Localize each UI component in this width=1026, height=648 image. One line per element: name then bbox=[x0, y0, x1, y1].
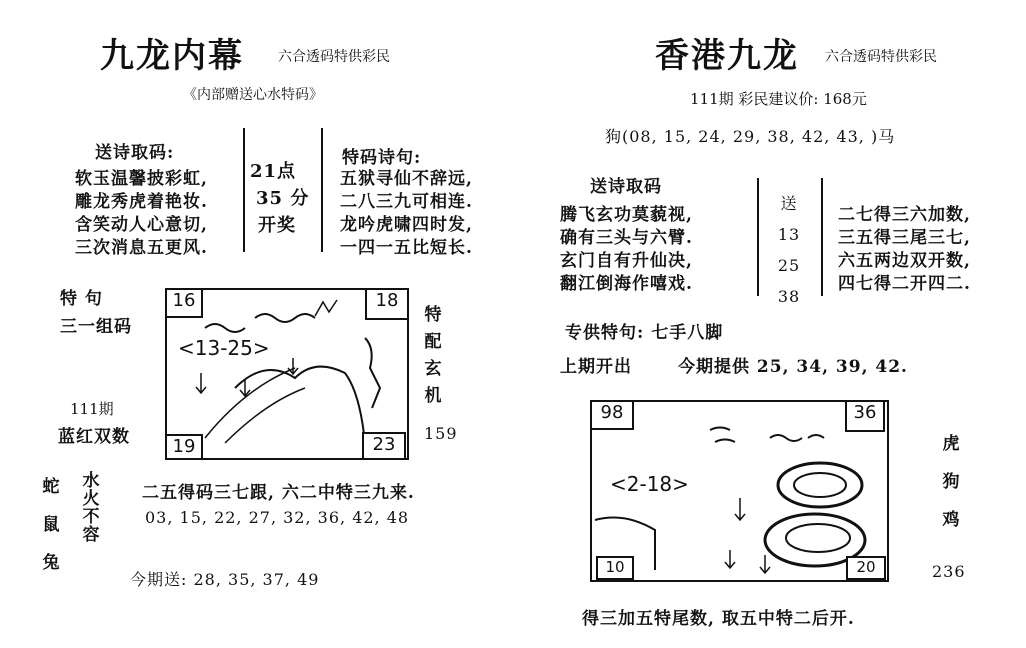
left-issue: 111期 bbox=[70, 400, 114, 418]
poem-line: 含笑动人心意切, bbox=[75, 215, 208, 235]
divider bbox=[243, 128, 245, 252]
corner-number: 16 bbox=[165, 288, 203, 318]
poem-line: 三五得三尾三七, bbox=[838, 228, 971, 248]
element-char: 水 bbox=[82, 471, 100, 491]
poem-line: 二八三九可相连. bbox=[340, 192, 473, 212]
poem-line: 一四一五比短长. bbox=[340, 238, 473, 258]
price-line: 111期 彩民建议价: 168元 bbox=[690, 90, 867, 108]
gift-cell: 25 bbox=[777, 256, 801, 275]
side-vertical bbox=[422, 302, 444, 410]
side-char: 机 bbox=[424, 386, 442, 406]
left-poem2-head: 特码诗句: bbox=[342, 148, 422, 168]
divider bbox=[757, 178, 759, 296]
corner-number: 19 bbox=[165, 434, 203, 460]
side-char: 玄 bbox=[424, 359, 442, 379]
left-side-number: 159 bbox=[424, 424, 458, 443]
zodiac-char: 虎 bbox=[942, 434, 960, 454]
draw-time-hour: 21点 bbox=[250, 161, 297, 182]
element-char: 不 bbox=[82, 507, 100, 527]
corner-number: 23 bbox=[362, 432, 406, 460]
gift-cell: 送 bbox=[780, 194, 798, 213]
poem-line: 腾飞玄功莫藐视, bbox=[560, 205, 693, 225]
right-title: 香港九龙 bbox=[655, 36, 799, 76]
gift-cell: 38 bbox=[777, 287, 801, 306]
corner-number: 98 bbox=[590, 400, 634, 430]
today-gift: 今期送: 28, 35, 37, 49 bbox=[130, 570, 320, 589]
zodiac-char: 鸡 bbox=[942, 510, 960, 530]
poem-line: 三次消息五更风. bbox=[75, 238, 208, 258]
right-pic-text: <2-18> bbox=[610, 472, 689, 496]
poem-line: 龙吟虎啸四时发, bbox=[340, 215, 473, 235]
zodiac-char: 兔 bbox=[42, 553, 60, 573]
right-poem-head: 送诗取码 bbox=[590, 177, 662, 197]
bottom-text: 得三加五特尾数, 取五中特二后开. bbox=[582, 609, 855, 629]
poem-line: 玄门自有升仙决, bbox=[560, 251, 693, 271]
zodiac-right bbox=[940, 425, 962, 539]
poem-line: 软玉温馨披彩虹, bbox=[75, 169, 208, 189]
left-poem bbox=[75, 168, 208, 260]
double-label: 蓝红双数 bbox=[58, 427, 130, 447]
left-poem2 bbox=[340, 168, 473, 260]
zodiac-char: 狗 bbox=[942, 472, 960, 492]
draw-time bbox=[250, 158, 309, 239]
numbers-line: 03, 15, 22, 27, 32, 36, 42, 48 bbox=[145, 508, 410, 527]
zodiac-left bbox=[40, 468, 62, 582]
poem-line: 确有三头与六臂. bbox=[560, 228, 693, 248]
draw-time-label: 开奖 bbox=[258, 215, 296, 236]
corner-number: 10 bbox=[596, 556, 634, 580]
left-subtitle: 六合透码特供彩民 bbox=[278, 49, 390, 65]
element-char: 火 bbox=[82, 489, 100, 509]
left-poem-head: 送诗取码: bbox=[95, 143, 175, 163]
cut-line: 狗(08, 15, 24, 29, 38, 42, 43, )马 bbox=[605, 127, 896, 146]
right-side-number: 236 bbox=[932, 562, 966, 581]
corner-number: 20 bbox=[846, 556, 886, 580]
rule-text: 二五得码三七跟, 六二中特三九来. bbox=[142, 483, 415, 503]
gift-cell: 13 bbox=[777, 225, 801, 244]
poem-line: 雕龙秀虎着艳妆. bbox=[75, 192, 208, 212]
right-poem2 bbox=[838, 204, 971, 296]
poem-line: 翻江倒海作嘻戏. bbox=[560, 274, 693, 294]
left-pic-text: <13-25> bbox=[178, 336, 270, 360]
elements bbox=[80, 472, 102, 544]
poem-line: 二七得三六加数, bbox=[838, 205, 971, 225]
gift-column bbox=[770, 188, 808, 312]
divider bbox=[821, 178, 823, 296]
last-issue: 上期开出 bbox=[560, 357, 632, 377]
poem-line: 五狱寻仙不辞远, bbox=[340, 169, 473, 189]
right-poem bbox=[560, 204, 693, 296]
poem-line: 六五两边双开数, bbox=[838, 251, 971, 271]
element-char: 容 bbox=[82, 525, 100, 545]
left-tagline: 《内部赠送心水特码》 bbox=[183, 87, 323, 103]
right-subtitle: 六合透码特供彩民 bbox=[825, 49, 937, 65]
left-title: 九龙内幕 bbox=[100, 36, 244, 76]
divider bbox=[321, 128, 323, 252]
this-issue: 今期提供 25, 34, 39, 42. bbox=[678, 357, 908, 377]
zodiac-char: 蛇 bbox=[42, 477, 60, 497]
special-label: 特 句 bbox=[60, 289, 103, 309]
poem-line: 四七得二开四二. bbox=[838, 274, 971, 294]
special-line: 专供特句: 七手八脚 bbox=[565, 323, 724, 343]
group-label: 三一组码 bbox=[60, 317, 132, 337]
corner-number: 18 bbox=[365, 288, 409, 320]
draw-time-minute: 35 分 bbox=[256, 188, 310, 209]
side-char: 配 bbox=[424, 332, 442, 352]
side-char: 特 bbox=[424, 305, 442, 325]
zodiac-char: 鼠 bbox=[42, 515, 60, 535]
corner-number: 36 bbox=[845, 400, 885, 432]
